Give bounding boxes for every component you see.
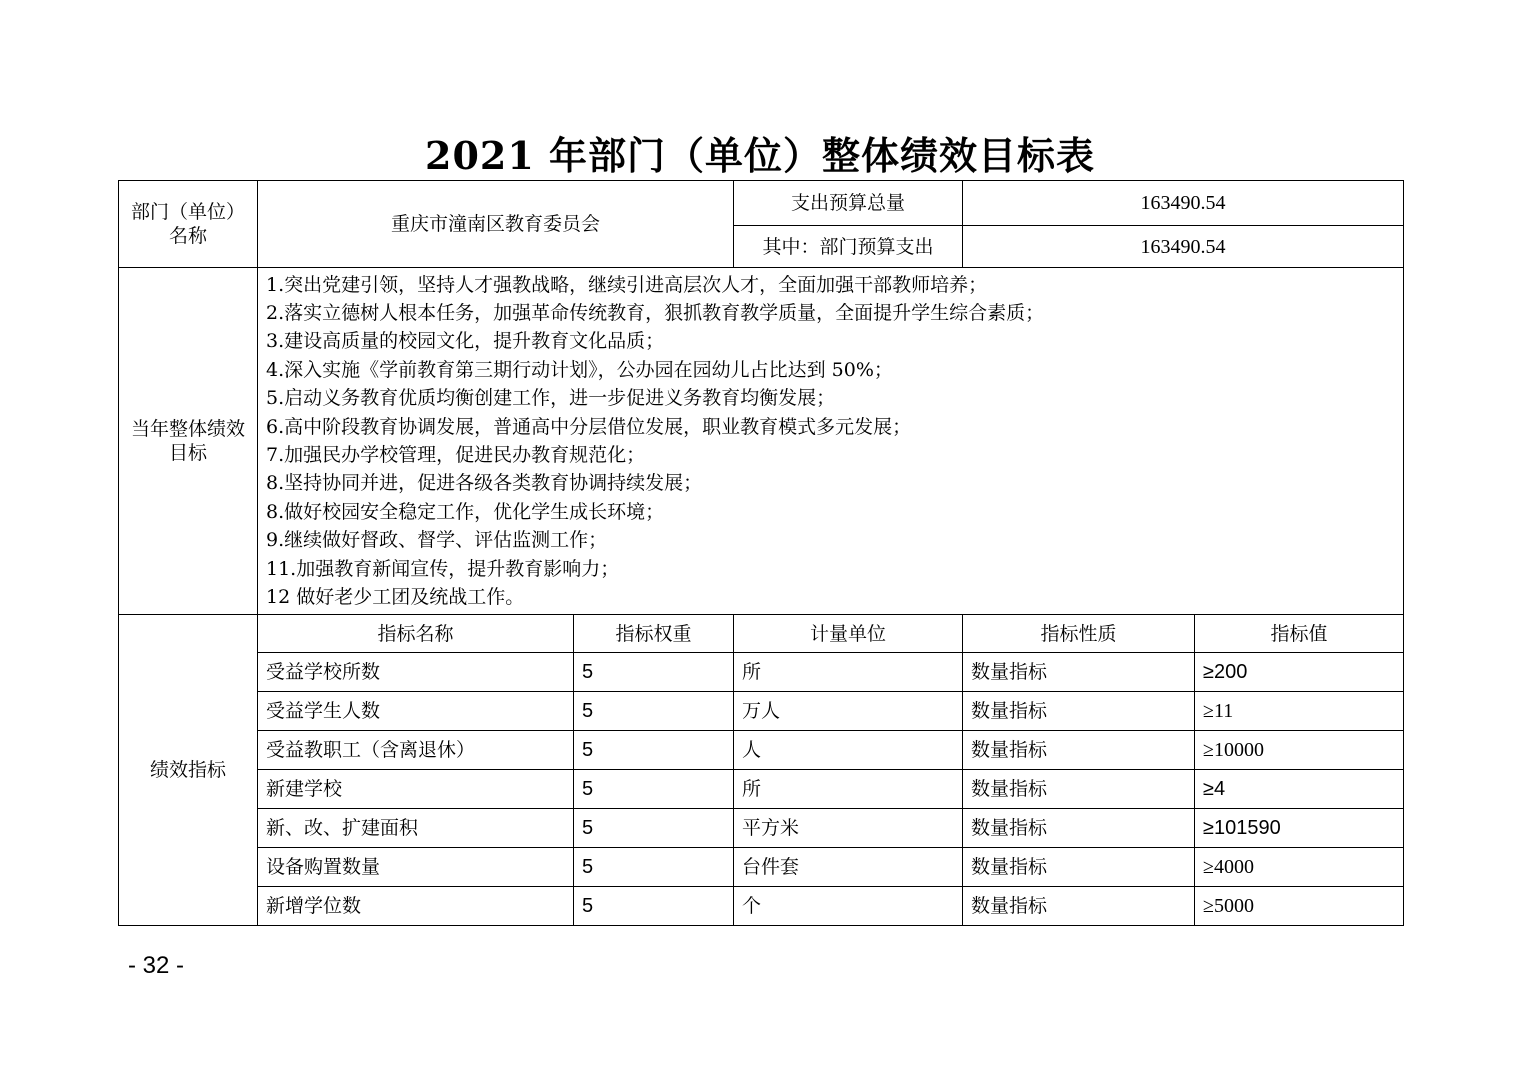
indicator-nature: 数量指标 (963, 887, 1195, 926)
dept-name-value: 重庆市潼南区教育委员会 (258, 181, 734, 268)
page-number: - 32 - (128, 952, 185, 979)
indicator-value: ≥11 (1195, 692, 1404, 731)
goal-item: 8.做好校园安全稳定工作，优化学生成长环境； (266, 500, 665, 523)
indicator-value: ≥200 (1195, 653, 1404, 692)
table-row (119, 770, 1404, 809)
indicator-unit: 所 (734, 653, 963, 692)
indicator-nature: 数量指标 (963, 731, 1195, 770)
indicator-nature: 数量指标 (963, 809, 1195, 848)
indicator-nature: 数量指标 (963, 653, 1195, 692)
indicator-unit: 万人 (734, 692, 963, 731)
indicator-weight: 5 (574, 653, 734, 692)
column-header-nature: 指标性质 (963, 615, 1195, 653)
goal-item: 8.坚持协同并进，促进各级各类教育协调持续发展； (266, 472, 703, 495)
goal-item: 9.继续做好督政、督学、评估监测工作； (266, 529, 608, 552)
goals-row (119, 268, 1404, 615)
goal-item: 2.落实立德树人根本任务，加强革命传统教育，狠抓教育教学质量，全面提升学生综合素质； (266, 301, 1045, 324)
indicator-weight: 5 (574, 809, 734, 848)
dept-name-label: 部门（单位）名称 (119, 181, 258, 268)
goal-item: 6.高中阶段教育协调发展，普通高中分层借位发展，职业教育模式多元发展； (266, 415, 912, 438)
page-title: 2021 年部门（单位）整体绩效目标表 (425, 133, 1095, 178)
indicator-unit: 所 (734, 770, 963, 809)
indicator-weight: 5 (574, 731, 734, 770)
indicator-value: ≥5000 (1195, 887, 1404, 926)
indicator-value: ≥4 (1195, 770, 1404, 809)
indicator-name: 受益学生人数 (258, 692, 574, 731)
indicator-nature: 数量指标 (963, 692, 1195, 731)
indicator-nature: 数量指标 (963, 848, 1195, 887)
table-row (119, 731, 1404, 770)
indicator-unit: 台件套 (734, 848, 963, 887)
column-header-unit: 计量单位 (734, 615, 963, 653)
indicator-unit: 平方米 (734, 809, 963, 848)
indicator-weight: 5 (574, 770, 734, 809)
indicator-name: 新建学校 (258, 770, 574, 809)
table-row (119, 887, 1404, 926)
column-header-name: 指标名称 (258, 615, 574, 653)
column-header-weight: 指标权重 (574, 615, 734, 653)
indicator-value: ≥4000 (1195, 848, 1404, 887)
dept-budget-label: 其中：部门预算支出 (734, 226, 963, 268)
goal-item: 11.加强教育新闻宣传，提升教育影响力； (266, 557, 620, 580)
indicator-weight: 5 (574, 692, 734, 731)
indicator-value: ≥10000 (1195, 731, 1404, 770)
indicator-name: 新、改、扩建面积 (258, 809, 574, 848)
goal-item: 1.突出党建引领，坚持人才强教战略，继续引进高层次人才，全面加强干部教师培养； (266, 273, 988, 296)
table-row (119, 809, 1404, 848)
indicator-name: 新增学位数 (258, 887, 574, 926)
indicator-value: ≥101590 (1195, 809, 1404, 848)
indicators-label: 绩效指标 (119, 615, 258, 926)
table-row (119, 692, 1404, 731)
goal-item: 5.启动义务教育优质均衡创建工作，进一步促进义务教育均衡发展； (266, 387, 836, 410)
table-row (119, 653, 1404, 692)
indicator-header-row (119, 615, 1404, 653)
table-row (119, 848, 1404, 887)
goal-item: 3.建设高质量的校园文化，提升教育文化品质； (266, 330, 665, 353)
dept-budget-value: 163490.54 (963, 226, 1404, 268)
indicator-unit: 人 (734, 731, 963, 770)
column-header-value: 指标值 (1195, 615, 1404, 653)
indicator-weight: 5 (574, 887, 734, 926)
indicator-name: 受益学校所数 (258, 653, 574, 692)
indicator-nature: 数量指标 (963, 770, 1195, 809)
goal-item: 4.深入实施《学前教育第三期行动计划》，公办园在园幼儿占比达到 50%； (266, 358, 893, 381)
goal-item: 12 做好老少工团及统战工作。 (266, 586, 525, 609)
goals-list (258, 268, 1404, 615)
indicator-unit: 个 (734, 887, 963, 926)
indicator-weight: 5 (574, 848, 734, 887)
goal-item: 7.加强民办学校管理，促进民办教育规范化； (266, 444, 646, 466)
indicator-name: 设备购置数量 (258, 848, 574, 887)
budget-total-row (119, 181, 1404, 226)
indicator-name: 受益教职工（含离退休） (258, 731, 574, 770)
performance-table (118, 180, 1404, 926)
goals-label: 当年整体绩效目标 (119, 268, 258, 615)
total-budget-label: 支出预算总量 (734, 181, 963, 226)
total-budget-value: 163490.54 (963, 181, 1404, 226)
